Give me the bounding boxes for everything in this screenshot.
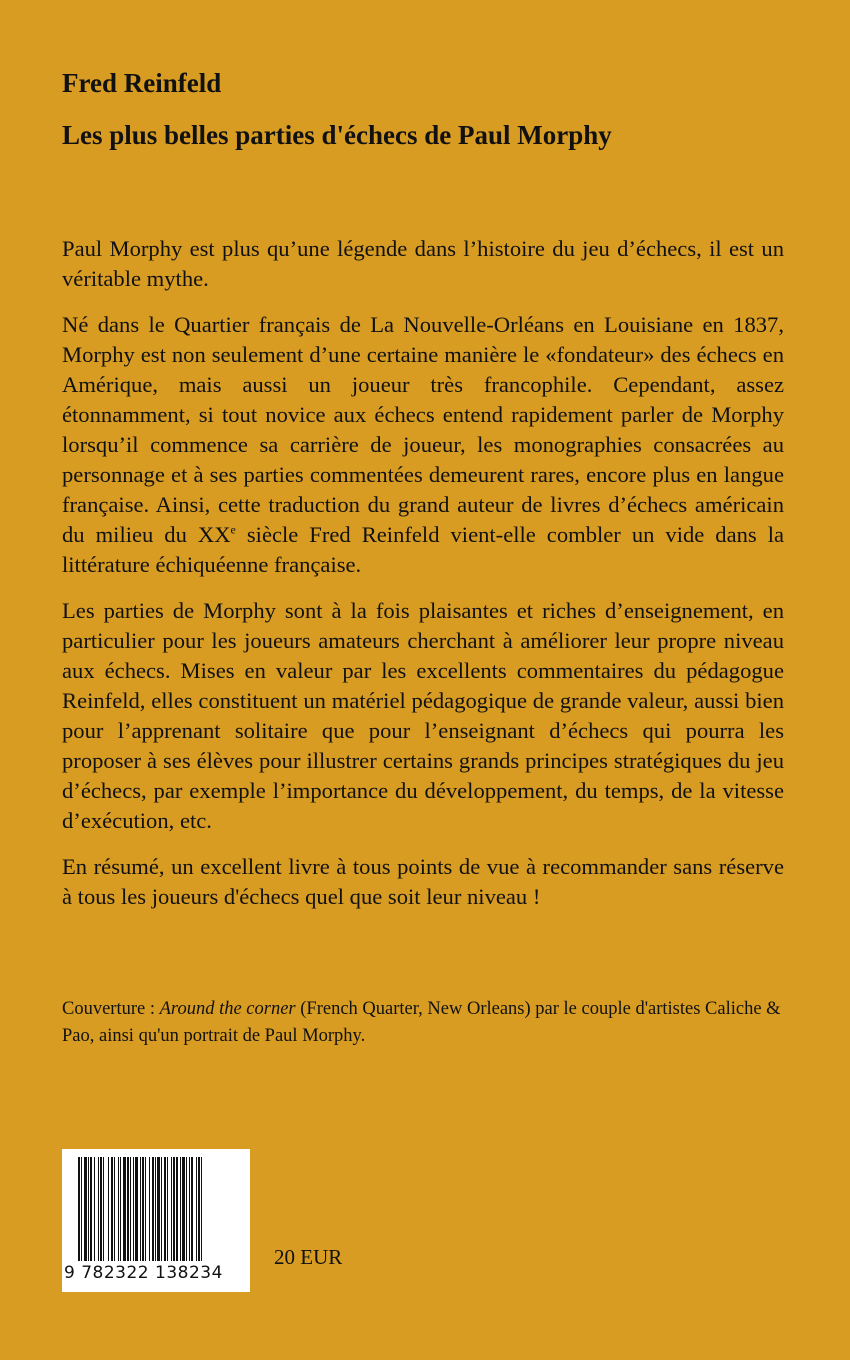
- barcode-bar: [135, 1157, 138, 1261]
- barcode-bar: [167, 1157, 168, 1261]
- barcode-bar: [123, 1157, 126, 1261]
- barcode-bar: [191, 1157, 193, 1261]
- barcode-bar: [180, 1157, 181, 1261]
- cover-artwork-title: Around the corner: [159, 999, 296, 1019]
- barcode-bar: [145, 1157, 146, 1261]
- blurb-paragraph-2: [62, 310, 784, 580]
- barcode-bar: [149, 1157, 150, 1261]
- blurb-paragraph-1: Paul Morphy est plus qu’une légende dans l’histoire du jeu d’échecs, il est un véritable mythe.: [62, 236, 784, 291]
- barcode-bar: [94, 1157, 95, 1261]
- isbn-barcode: [62, 1149, 250, 1292]
- barcode-bar: [155, 1157, 156, 1261]
- barcode-bar: [114, 1157, 115, 1261]
- barcode-bar: [120, 1157, 121, 1261]
- barcode-bar: [81, 1157, 82, 1261]
- barcode-bar: [108, 1157, 109, 1261]
- barcode-bar: [118, 1157, 119, 1261]
- barcode-bar: [196, 1157, 197, 1261]
- cover-credit: [62, 996, 786, 1050]
- barcode-bar: [103, 1157, 104, 1261]
- barcode-bar: [133, 1157, 134, 1261]
- barcode-bar: [90, 1157, 92, 1261]
- cover-credit-prefix: Couverture :: [62, 999, 160, 1019]
- blurb: [62, 234, 784, 928]
- barcode-bar: [182, 1157, 185, 1261]
- barcode-bar: [100, 1157, 102, 1261]
- blurb-paragraph-2-tail: siècle Fred Reinfeld vient-elle combler un vide dans la littérature échiquéenne française.: [62, 522, 785, 577]
- barcode-bar: [98, 1157, 99, 1261]
- barcode-bar: [78, 1157, 80, 1261]
- barcode-bar: [164, 1157, 166, 1261]
- barcode-bar: [198, 1157, 200, 1261]
- barcode-bar: [88, 1157, 89, 1261]
- barcode-bar: [201, 1157, 202, 1261]
- barcode-bar: [171, 1157, 172, 1261]
- barcode-bar: [186, 1157, 187, 1261]
- price: 20 EUR: [274, 1245, 343, 1269]
- barcode-bar: [176, 1157, 178, 1261]
- book-title: Les plus belles parties d'échecs de Paul Morphy: [62, 120, 612, 150]
- blurb-paragraph-4: En résumé, un excellent livre à tous points de vue à recommander sans réserve à tous les joueurs d'échecs quel que soit leur niveau !: [62, 854, 784, 909]
- barcode-bar: [84, 1157, 87, 1261]
- barcode-digits: 9 782322 138234: [64, 1263, 223, 1283]
- author-name: Fred Reinfeld: [62, 68, 222, 98]
- blurb-paragraph-2-text: Né dans le Quartier français de La Nouvelle-Orléans en Louisiane en 1837, Morphy est non seulement d’une certaine manière le «fondateur» des échecs en Amérique, mais aussi un joueur très francophile. Cependant, assez étonnamment, si tout novice aux échecs entend rapidement parler de Morphy lorsqu’il commence sa carrière de joueur, les monographies consacrées au personnage et à ses parties commentées demeurent rares, encore plus en langue française. Ainsi, cette traduction du grand auteur de livres d’échecs américain du milieu du XX: [62, 312, 784, 547]
- cover-credit-rest: (French Quarter, New Orleans) par le couple d'artistes Caliche & Pao, ainsi qu'un portrait de Paul Morphy.: [62, 999, 781, 1046]
- blurb-paragraph-3: Les parties de Morphy sont à la fois plaisantes et riches d’enseignement, en particulier pour les joueurs amateurs cherchant à améliorer leur propre niveau aux échecs. Mises en valeur par les excellents commentaires du pédagogue Reinfeld, elles constituent un matériel pédagogique de grande valeur, aussi bien pour l’apprenant solitaire que pour l’enseignant d’échecs qui pourra les proposer à ses élèves pour illustrer certains grands principes stratégiques du jeu d’échecs, par exemple l’importance du développement, du temps, de la vitesse d’exécution, etc.: [62, 598, 784, 833]
- century-superscript: e: [230, 522, 236, 537]
- barcode-bar: [111, 1157, 113, 1261]
- barcode-bar: [157, 1157, 160, 1261]
- barcode-bar: [152, 1157, 154, 1261]
- barcode-bar: [130, 1157, 131, 1261]
- barcode-bar: [189, 1157, 190, 1261]
- barcode-bar: [140, 1157, 141, 1261]
- barcode-bar: [161, 1157, 162, 1261]
- barcode-bar: [142, 1157, 144, 1261]
- barcode-bar: [127, 1157, 129, 1261]
- barcode-bar: [173, 1157, 175, 1261]
